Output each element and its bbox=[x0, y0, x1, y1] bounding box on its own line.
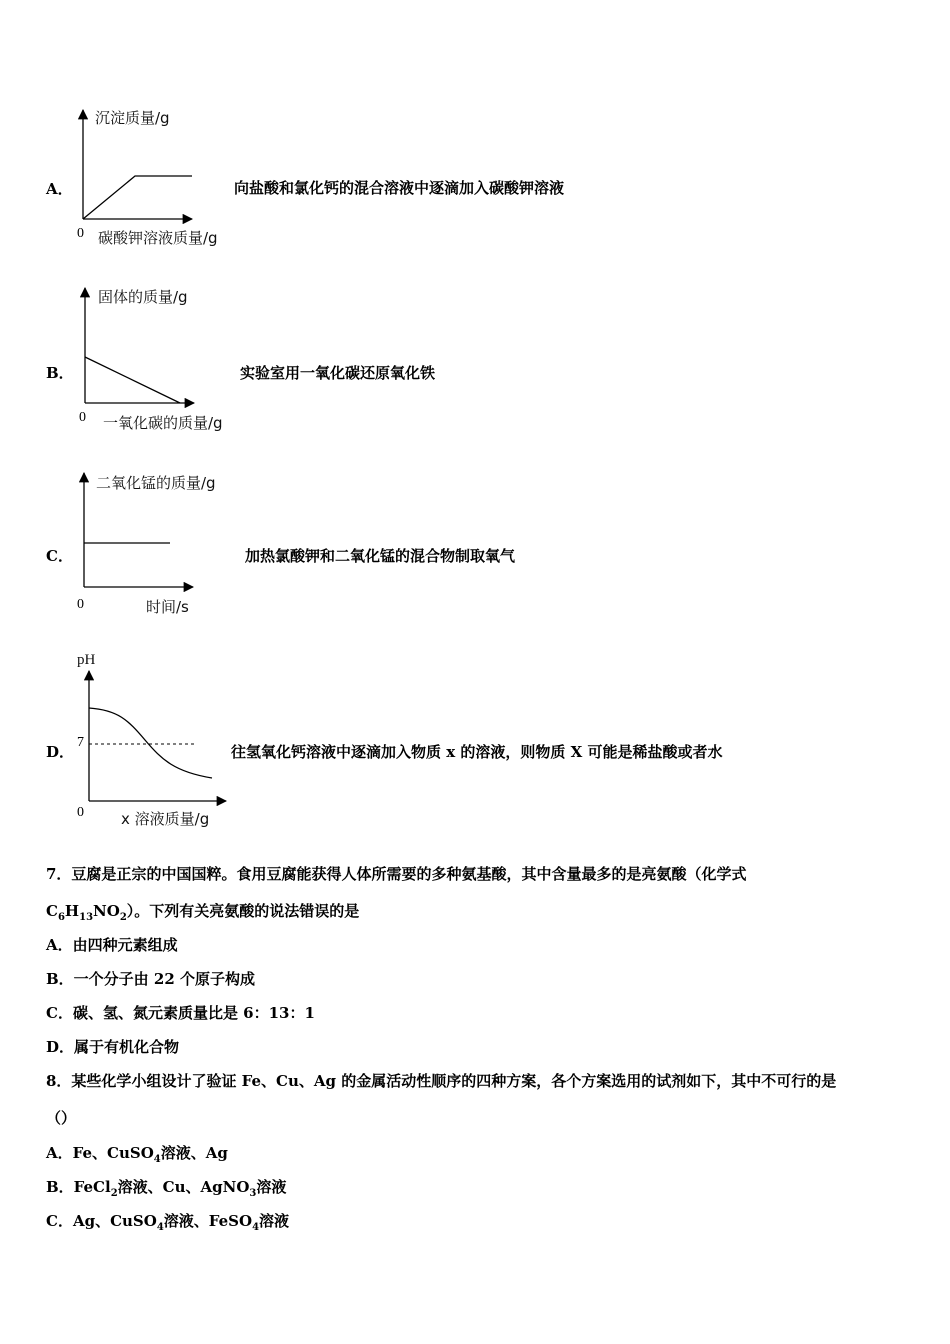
q8-option-c: C．Ag、CuSO$_4$溶液、FeSO$_4$溶液 bbox=[46, 1212, 290, 1233]
q8-stem-line2: （） bbox=[46, 1109, 77, 1127]
q7-option-d: D．属于有机化合物 bbox=[46, 1038, 180, 1056]
option-d-letter: D． bbox=[46, 743, 75, 761]
q7-stem-line1: 7．豆腐是正宗的中国国粹。食用豆腐能获得人体所需要的多种氨基酸，其中含量最多的是亮氨酸（化学式 bbox=[46, 865, 747, 883]
graph-d-y-label: pH bbox=[77, 652, 96, 668]
graph-c-description: 加热氯酸钾和二氧化锰的混合物制取氧气 bbox=[245, 547, 516, 565]
q7-option-b: B．一个分子由 22 个原子构成 bbox=[46, 970, 255, 988]
q7-formula: $C_6H_{13}NO_2$ bbox=[46, 902, 127, 923]
option-a-letter: A． bbox=[46, 180, 73, 198]
graph-d-curve bbox=[89, 708, 212, 778]
graph-d-x-label: x 溶液质量/g bbox=[121, 810, 210, 828]
q7-stem-line2: $C_6H_{13}NO_2$）。下列有关亮氨酸的说法错误的是 bbox=[46, 902, 360, 923]
q7-option-a: A．由四种元素组成 bbox=[46, 936, 178, 954]
graph-c-y-label: 二氧化锰的质量/g bbox=[96, 474, 216, 492]
graph-d-description: 往氢氧化钙溶液中逐滴加入物质 x 的溶液，则物质 X 可能是稀盐酸或者水 bbox=[231, 743, 723, 761]
graph-c-x-label: 时间/s bbox=[146, 598, 189, 616]
graph-a-y-label: 沉淀质量/g bbox=[95, 109, 170, 127]
option-b-letter: B． bbox=[46, 364, 74, 382]
graph-a-origin: 0 bbox=[77, 226, 84, 241]
graph-b-y-label: 固体的质量/g bbox=[98, 288, 188, 306]
graph-d-tick-7: 7 bbox=[77, 735, 84, 750]
q8-option-b: B．FeCl$_2$溶液、Cu、AgNO$_3$溶液 bbox=[46, 1178, 287, 1199]
graph-b-origin: 0 bbox=[79, 410, 86, 425]
q8-option-a: A．Fe、CuSO$_4$溶液、Ag bbox=[46, 1144, 228, 1165]
q8-stem-line1: 8．某些化学小组设计了验证 Fe、Cu、Ag 的金属活动性顺序的四种方案，各个方案选用的试剂如下，其中不可行的是 bbox=[46, 1072, 837, 1090]
graph-a-description: 向盐酸和氯化钙的混合溶液中逐滴加入碳酸钾溶液 bbox=[234, 179, 565, 197]
graph-b-description: 实验室用一氧化碳还原氧化铁 bbox=[240, 364, 436, 382]
graph-d-origin: 0 bbox=[77, 805, 84, 820]
graph-a-x-label: 碳酸钾溶液质量/g bbox=[98, 229, 218, 247]
graph-c-origin: 0 bbox=[77, 597, 84, 612]
q7-option-c: C．碳、氢、氮元素质量比是 6：13：1 bbox=[46, 1004, 315, 1022]
graph-b-x-label: 一氧化碳的质量/g bbox=[103, 414, 223, 432]
option-c-letter: C． bbox=[46, 547, 73, 565]
